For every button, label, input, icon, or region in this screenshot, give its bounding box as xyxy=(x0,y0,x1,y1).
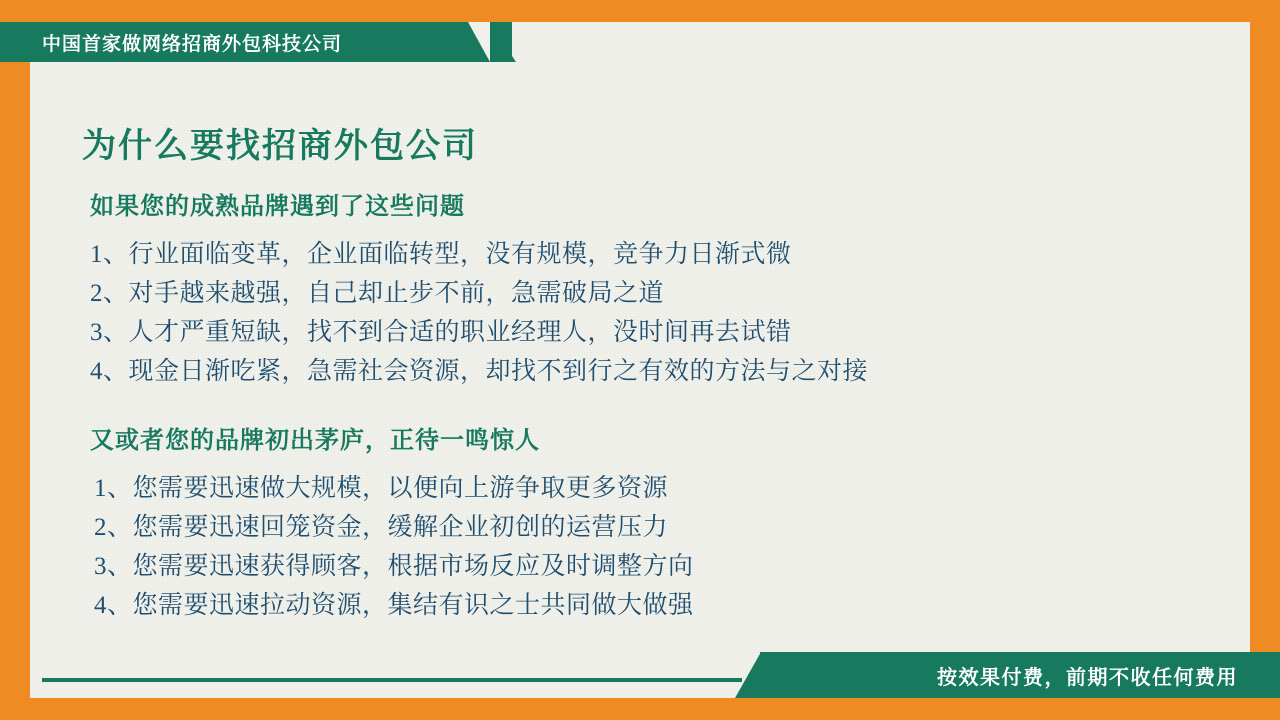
header-ribbon xyxy=(0,22,512,62)
list-item: 3、您需要迅速获得顾客，根据市场反应及时调整方向 xyxy=(94,553,694,580)
section-new-brand xyxy=(90,420,694,625)
list-item: 4、现金日渐吃紧，急需社会资源，却找不到行之有效的方法与之对接 xyxy=(90,358,869,385)
footer-ribbon xyxy=(760,652,1280,698)
section-mature-brand xyxy=(90,186,868,391)
footer-divider xyxy=(42,678,742,682)
footer-notch-shape xyxy=(735,652,761,698)
list-item: 2、您需要迅速回笼资金，缓解企业初创的运营压力 xyxy=(94,514,669,541)
ribbon-notch-shape xyxy=(468,22,490,62)
ribbon-tail-shape xyxy=(490,22,516,62)
list-item: 1、行业面临变革，企业面临转型，没有规模，竞争力日渐式微 xyxy=(90,241,792,268)
need-list xyxy=(90,469,694,625)
list-item: 1、您需要迅速做大规模，以便向上游争取更多资源 xyxy=(94,475,669,502)
problem-list xyxy=(90,235,868,391)
header-ribbon-label: 中国首家做网络招商外包科技公司 xyxy=(42,33,343,55)
list-item: 3、人才严重短缺，找不到合适的职业经理人，没时间再去试错 xyxy=(90,319,792,346)
page-title: 为什么要找招商外包公司 xyxy=(82,127,478,165)
list-item: 4、您需要迅速拉动资源，集结有识之士共同做大做强 xyxy=(94,592,694,619)
section-heading: 如果您的成熟品牌遇到了这些问题 xyxy=(90,193,465,220)
list-item: 2、对手越来越强，自己却止步不前，急需破局之道 xyxy=(90,280,665,307)
footer-ribbon-label: 按效果付费，前期不收任何费用 xyxy=(937,666,1238,689)
section-heading: 又或者您的品牌初出茅庐，正待一鸣惊人 xyxy=(90,427,540,454)
